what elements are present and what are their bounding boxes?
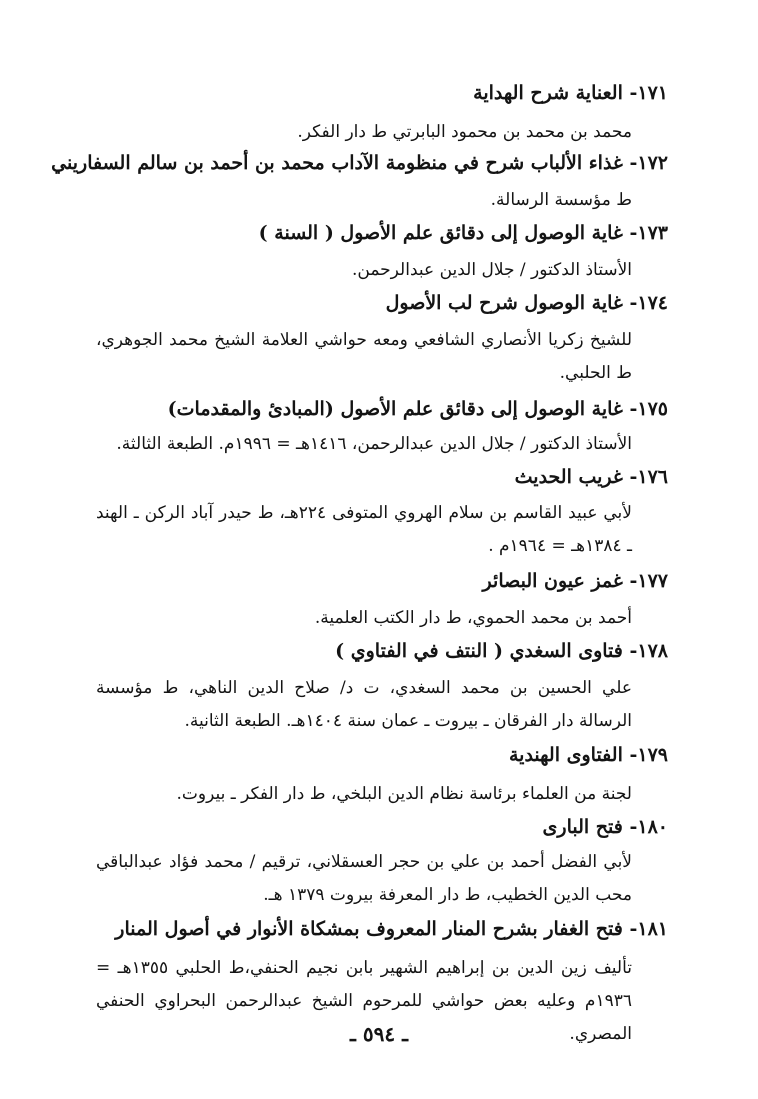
entry-title [96, 566, 668, 596]
entry-number: ١٧١- [629, 82, 668, 104]
entry-number: ١٨١- [629, 918, 668, 940]
entry-number: ١٧٨- [629, 640, 668, 662]
entry-description: لجنة من العلماء برئاسة نظام الدين البلخي، ط دار الفكر ـ بيروت. [176, 784, 632, 804]
entry-title-text: غاية الوصول إلى دقائق علم الأصول ( السنة ) [258, 222, 623, 244]
entry-number: ١٨٠- [629, 816, 668, 838]
entry-title [96, 812, 668, 842]
entry-number: ١٧٦- [629, 466, 668, 488]
entry-title [96, 78, 668, 108]
entry-title-text: غاية الوصول إلى دقائق علم الأصول (المبادئ والمقدمات) [167, 398, 623, 420]
entry-description: تأليف زين الدين بن إبراهيم الشهير بابن نجيم الحنفي،ط الحلبي ١٣٥٥هـ = ١٩٣٦م وعليه بعض حواشي للمرحوم الشيخ عبدالرحمن البحراوي الحنفي المصري. [96, 958, 633, 1044]
entry-title-text: العناية شرح الهداية [473, 82, 623, 104]
entry-number: ١٧٩- [629, 744, 668, 766]
entry-title-text: الفتاوى الهندية [508, 744, 623, 766]
entry-number: ١٧٢- [629, 152, 668, 174]
entry-title-text: غاية الوصول شرح لب الأصول [385, 292, 623, 314]
entry-description: لأبي عبيد القاسم بن سلام الهروي المتوفى ٢٢٤هـ، ط حيدر آباد الركن ـ الهند ـ ١٣٨٤هـ = ١٩٦٤م . [96, 503, 632, 556]
entry-description: أحمد بن محمد الحموي، ط دار الكتب العلمية. [314, 608, 632, 628]
entry-title [96, 462, 668, 492]
entry-title [96, 914, 668, 944]
entry-title-text: غمز عيون البصائر [482, 570, 623, 592]
entry-title-text: غريب الحديث [514, 466, 623, 488]
entry-title-text: فتح البارى [542, 816, 623, 838]
entry-number: ١٧٧- [629, 570, 668, 592]
page-number: ـ ٥٩٤ ـ [350, 1022, 408, 1046]
entry-title [96, 288, 668, 318]
entry-number: ١٧٣- [629, 222, 668, 244]
entry-title-text: فتح الغفار بشرح المنار المعروف بمشكاة الأنوار في أصول المنار [115, 918, 623, 940]
entry-description: الأستاذ الدكتور / جلال الدين عبدالرحمن، ١٤١٦هـ = ١٩٩٦م. الطبعة الثالثة. [116, 434, 632, 454]
entry-description: لأبي الفضل أحمد بن علي بن حجر العسقلاني، ترقيم / محمد فؤاد عبدالباقي محب الدين الخطيب، ط دار المعرفة بيروت ١٣٧٩ هـ. [96, 852, 632, 905]
entry-description: محمد بن محمد بن محمود البابرتي ط دار الفكر. [297, 122, 632, 142]
entry-title-text: فتاوى السغدي ( النتف في الفتاوي ) [335, 640, 623, 662]
entry-description: الأستاذ الدكتور / جلال الدين عبدالرحمن. [352, 260, 632, 280]
entry-number: ١٧٤- [629, 292, 668, 314]
entry-title [96, 218, 668, 248]
entry-description: ط مؤسسة الرسالة. [490, 190, 632, 210]
entry-title-text: غذاء الألباب شرح في منظومة الآداب محمد بن أحمد بن سالم السفاريني [51, 152, 623, 174]
entry-title [96, 740, 668, 770]
entry-title [51, 148, 668, 178]
entry-description: للشيخ زكريا الأنصاري الشافعي ومعه حواشي العلامة الشيخ محمد الجوهري، ط الحلبي. [96, 330, 632, 383]
entry-title [96, 636, 668, 666]
entry-description: علي الحسين بن محمد السغدي، ت د/ صلاح الدين الناهي، ط مؤسسة الرسالة دار الفرقان ـ بيروت ـ عمان سنة ١٤٠٤هـ. الطبعة الثانية. [96, 678, 632, 731]
entry-number: ١٧٥- [629, 398, 668, 420]
entry-title [96, 394, 668, 424]
